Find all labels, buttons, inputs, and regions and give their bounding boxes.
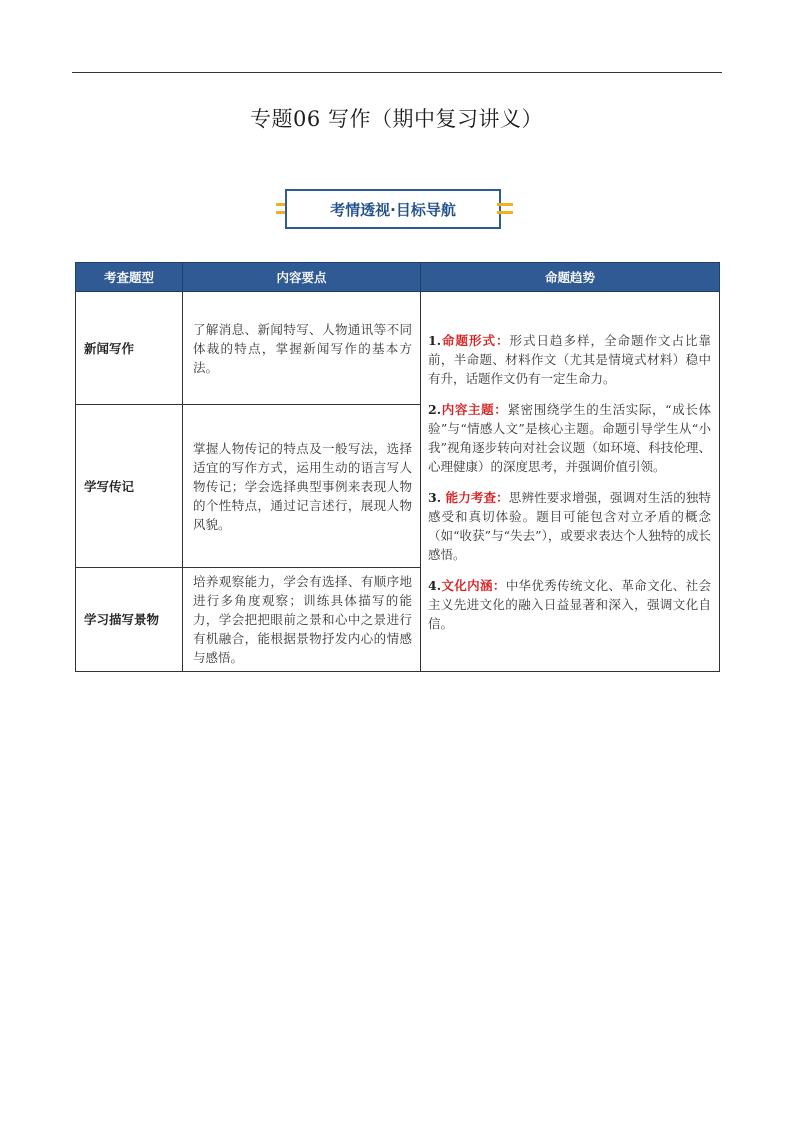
- header-trend: 命题趋势: [421, 263, 720, 292]
- trend-label: 内容主题：: [441, 401, 508, 417]
- table-header-row: [76, 263, 720, 292]
- trend-text: 紧密围绕学生的生活实际，“成长体验”与“情感人文”是核心主题。命题引导学生从“小我”视角逐步转向对社会议题（如环境、科技伦理、心理健康）的深度思考，并强调价值引领。: [428, 401, 711, 474]
- exam-overview-table: [75, 262, 720, 672]
- row-content: 培养观察能力，学会有选择、有顺序地进行多角度观察；训练具体描写的能力，学会把把眼前之景和心中之景进行有机融合，能根据景物抒发内心的情感与感悟。: [183, 568, 421, 672]
- trend-text: 思辨性要求增强，强调对生活的独特感受和真切体验。题目可能包含对立矛盾的概念（如“收获”与“失去”），或要求表达个人独特的成长感悟。: [428, 489, 711, 562]
- table-row: [76, 292, 720, 405]
- trend-item: 3. 能力考查：思辨性要求增强，强调对生活的独特感受和真切体验。题目可能包含对立矛盾的概念（如“收获”与“失去”），或要求表达个人独特的成长感悟。: [428, 489, 711, 562]
- banner-right-ornament: [497, 202, 513, 216]
- trend-text: 中华优秀传统文化、革命文化、社会主义先进文化的融入日益显著和深入，强调文化自信。: [428, 577, 711, 631]
- trend-label: 文化内涵：: [441, 577, 506, 593]
- row-content: 了解消息、新闻特写、人物通讯等不同体裁的特点，掌握新闻写作的基本方法。: [183, 292, 421, 405]
- trend-item: 4.文化内涵：中华优秀传统文化、革命文化、社会主义先进文化的融入日益显著和深入，强调文化自信。: [428, 577, 711, 631]
- row-type: 新闻写作: [76, 292, 183, 405]
- trend-label: 能力考查：: [445, 489, 509, 505]
- trend-text: 形式日趋多样，全命题作文占比靠前，半命题、材料作文（尤其是情境式材料）稳中有升，话题作文仍有一定生命力。: [428, 332, 711, 386]
- trend-item: 1.命题形式：形式日趋多样，全命题作文占比靠前，半命题、材料作文（尤其是情境式材料）稳中有升，话题作文仍有一定生命力。: [428, 332, 711, 386]
- trend-item: 2.内容主题：紧密围绕学生的生活实际，“成长体验”与“情感人文”是核心主题。命题引导学生从“小我”视角逐步转向对社会议题（如环境、科技伦理、心理健康）的深度思考，并强调价值引领。: [428, 401, 711, 474]
- trend-label: 命题形式：: [441, 332, 510, 348]
- row-type: 学习描写景物: [76, 568, 183, 672]
- document-title: 专题06 写作（期中复习讲义）: [250, 107, 543, 131]
- row-type: 学写传记: [76, 405, 183, 568]
- trend-cell: [421, 292, 720, 672]
- header-content: 内容要点: [183, 263, 421, 292]
- header-rule: [72, 72, 722, 73]
- header-type: 考查题型: [76, 263, 183, 292]
- section-banner-label: 考情透视·目标导航: [330, 200, 456, 219]
- row-content: 掌握人物传记的特点及一般写法，选择适宜的写作方式，运用生动的语言写人物传记；学会选择典型事例来表现人物的个性特点，通过记言述行，展现人物风貌。: [183, 405, 421, 568]
- section-banner: [285, 189, 501, 229]
